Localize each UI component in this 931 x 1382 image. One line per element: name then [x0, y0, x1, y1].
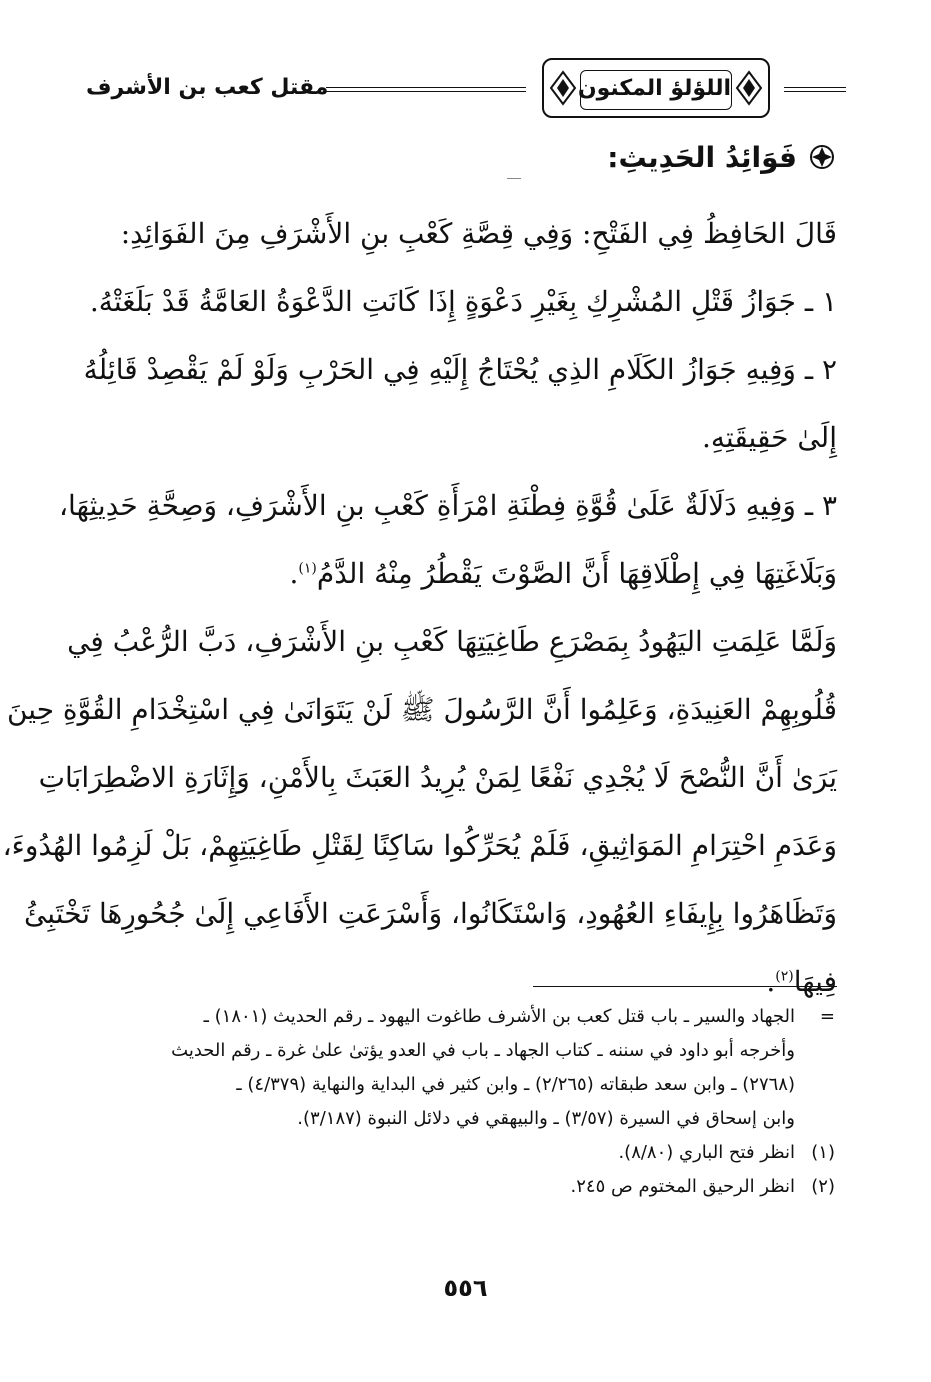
running-header [86, 58, 846, 120]
footnote-2 [93, 1170, 835, 1204]
body-line: يَرَىٰ أَنَّ النُّصْحَ لَا يُجْدِي نَفْعًا لِمَنْ يُرِيدُ العَبَثَ بِالأَمْنِ، وَإِثَارَةِ الاضْطِرَابَاتِ [38, 761, 837, 794]
footnote-text: الجهاد والسير ـ باب قتل كعب بن الأشرف طاغوت اليهود ـ رقم الحديث (١٨٠١) ـ [203, 1006, 795, 1027]
continuation-marker: = [819, 1006, 835, 1027]
small-mark [507, 178, 521, 179]
footnote-ref-1[interactable]: (١) [298, 560, 317, 577]
body-line: ٣ ـ وَفِيهِ دَلَالَةٌ عَلَىٰ قُوَّةِ فِطْنَةِ امْرَأَةِ كَعْبِ بنِ الأَشْرَفِ، وَصِحَّةِ حَدِيثِهَا، [59, 489, 837, 522]
footnote-text: (٢٧٦٨) ـ وابن سعد طبقاته (٢/٢٦٥) ـ وابن كثير في البداية والنهاية (٤/٣٧٩) ـ [236, 1074, 795, 1095]
section-title: فَوَائِدُ الحَدِيثِ: [607, 141, 797, 174]
body-line: قَالَ الحَافِظُ فِي الفَتْحِ: وَفِي قِصَّةِ كَعْبِ بنِ الأَشْرَفِ مِنَ الفَوَائِدِ: [120, 217, 837, 250]
book-title: اللؤلؤ المكنون [580, 70, 732, 110]
end-dot: . [766, 965, 776, 998]
body-line: قُلُوبِهِمْ العَنِيدَةِ، وَعَلِمُوا أَنَّ الرَّسُولَ ﷺ لَنْ يَتَوَانَىٰ فِي اسْتِخْدَامِ القُوَّةِ حِينَ [6, 693, 837, 726]
chapter-title: مقتل كعب بن الأشرف [86, 75, 329, 100]
footnotes [93, 1000, 835, 1204]
footnote-number: (١) [811, 1142, 835, 1163]
footnote-text: وابن إسحاق في السيرة (٣/٥٧) ـ والبيهقي في دلائل النبوة (٣/١٨٧). [297, 1108, 795, 1129]
footnote-continued-line [93, 1102, 835, 1136]
section-heading [115, 138, 835, 178]
footnote-continued-line [93, 1034, 835, 1068]
body-line-text: فِيهَا [793, 965, 837, 998]
body-line: وَتَظَاهَرُوا بِإِيفَاءِ العُهُودِ، وَاسْتَكَانُوا، وَأَسْرَعَتِ الأَفَاعِي إِلَىٰ جُحُورِهَا تَخْتَبِئُ [23, 897, 837, 930]
body-line: وَلَمَّا عَلِمَتِ اليَهُودُ بِمَصْرَعِ طَاغِيَتِهَا كَعْبِ بنِ الأَشْرَفِ، دَبَّ الرُّعْبُ فِي [67, 625, 837, 658]
body-line: ٢ ـ وَفِيهِ جَوَازُ الكَلَامِ الذِي يُحْتَاجُ إِلَيْهِ فِي الحَرْبِ وَلَوْ لَمْ يَقْصِدْ قَائِلُهُ [83, 353, 837, 386]
footnote-continued-line [93, 1068, 835, 1102]
header-badge [542, 58, 770, 118]
body-line: إِلَىٰ حَقِيقَتِهِ. [702, 421, 837, 454]
footnote-number: (٢) [811, 1176, 835, 1197]
body-line [93, 540, 837, 608]
footnote-text: انظر الرحيق المختوم ص ٢٤٥. [570, 1176, 795, 1197]
header-rule-middle [326, 87, 526, 92]
footnote-separator [533, 986, 837, 987]
body-text [2, 200, 837, 1016]
page-number: ٥٥٦ [443, 1274, 488, 1302]
ornament-right-icon [734, 70, 764, 106]
header-rule-right [784, 87, 846, 92]
end-dot: . [289, 557, 299, 590]
footnote-1 [93, 1136, 835, 1170]
body-line-text: وَبَلَاغَتِهَا فِي إِطْلَاقِهَا أَنَّ الصَّوْتَ يَقْطُرُ مِنْهُ الدَّمُ [316, 557, 837, 590]
footnote-ref-2[interactable]: (٢) [775, 968, 794, 985]
footnote-text: انظر فتح الباري (٨/٨٠). [618, 1142, 795, 1163]
body-line: وَعَدَمِ احْتِرَامِ المَوَاثِيقِ، فَلَمْ يُحَرِّكُوا سَاكِنًا لِقَتْلِ طَاغِيَتِهِمْ، بَلْ لَزِمُوا الهُدُوءَ، [2, 829, 837, 862]
flower-ornament-icon [809, 144, 835, 170]
body-line: ١ ـ جَوَازُ قَتْلِ المُشْرِكِ بِغَيْرِ دَعْوَةٍ إِذَا كَانَتِ الدَّعْوَةُ العَامَّةُ قَدْ بَلَغَتْهُ. [89, 285, 837, 318]
ornament-left-icon [548, 70, 578, 106]
footnote-continued-line [93, 1000, 835, 1034]
footnote-text: وأخرجه أبو داود في سننه ـ كتاب الجهاد ـ باب في العدو يؤتىٰ علىٰ غرة ـ رقم الحديث [171, 1040, 795, 1061]
